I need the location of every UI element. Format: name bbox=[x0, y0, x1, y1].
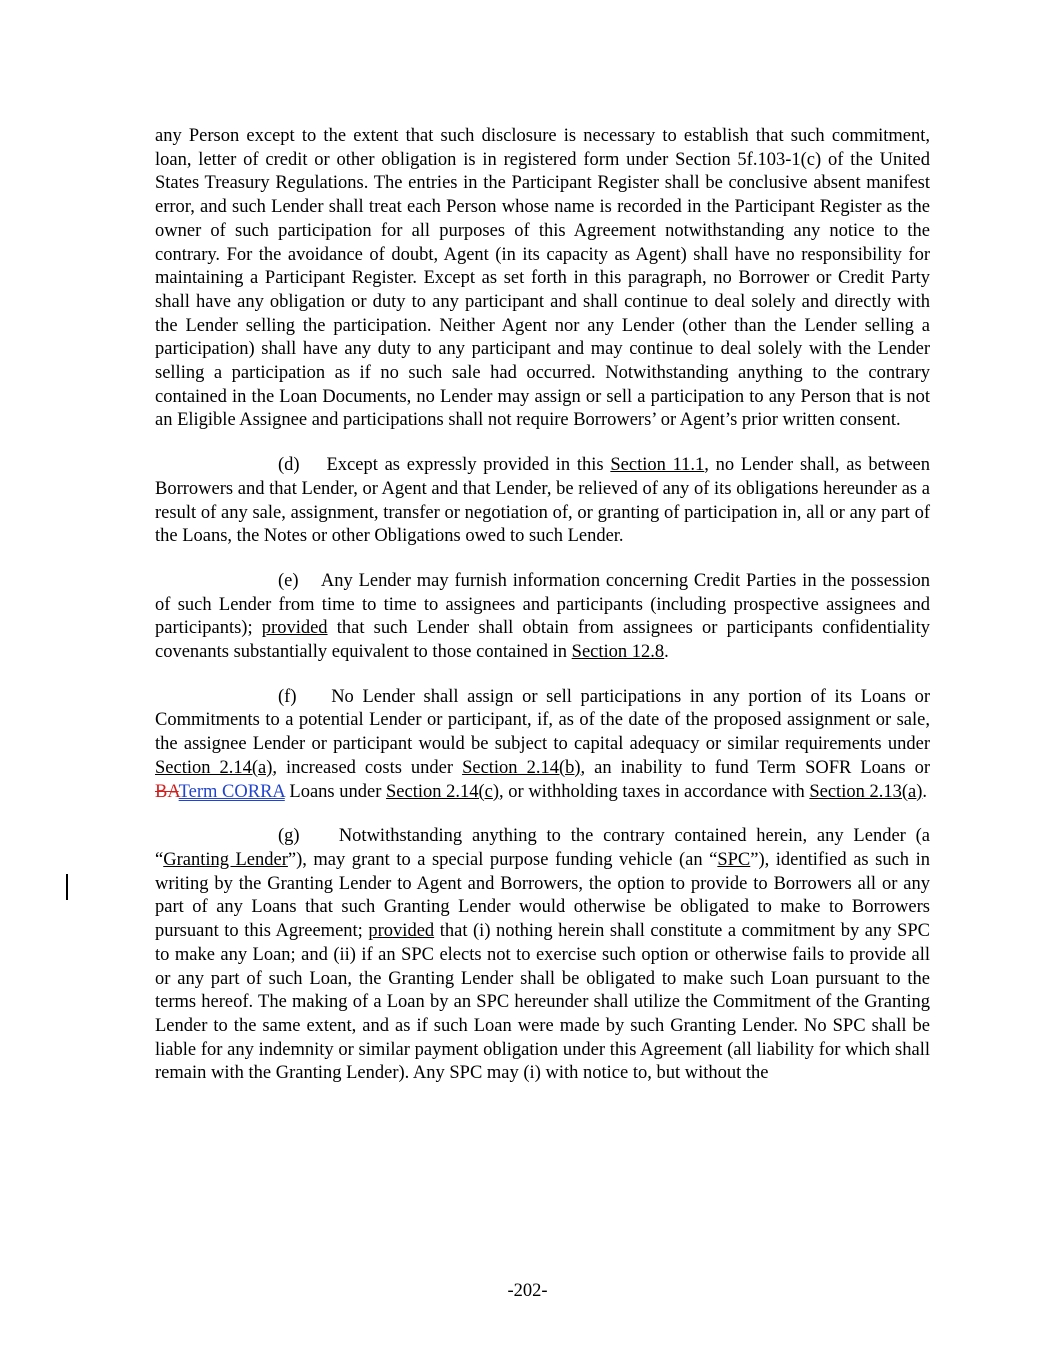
paragraph-f-text-2: , increased costs under bbox=[272, 757, 463, 778]
paragraph-e-label: (e) bbox=[278, 570, 299, 591]
inserted-text-term-corra: Term CORRA bbox=[178, 781, 285, 802]
section-ref-2-14-c: Section 2.14(c) bbox=[386, 781, 500, 802]
paragraph-g-text-2: ”), may grant to a special purpose funding vehicle (an “ bbox=[287, 849, 718, 870]
paragraph-c-text: any Person except to the extent that such disclosure is necessary to establish that such commitment, loan, letter of credit or other obligation is in registered form under Section 5f.103-1(c) of the United States Treasury Regulations. The entries in the Participant Register shall be conclusive absent manifest error, and such Lender shall treat each Person whose name is recorded in the Participant Register as the owner of such participation for all purposes of this Agreement notwithstanding any notice to the contrary. For the avoidance of doubt, Agent (in its capacity as Agent) shall have no responsibility for maintaining a Participant Register. Except as set forth in this paragraph, no Borrower or Credit Party shall have any obligation or duty to any participant and shall continue to deal solely and directly with the Lender selling the participation. Neither Agent nor any Lender (other than the Lender selling a participation) shall have any duty to any participant and may continue to deal solely with the Lender selling a participation as if no such sale had occurred. Notwithstanding anything to the contrary contained in the Loan Documents, no Lender may assign or sell a participation to any Person that is not an Eligible Assignee and participations shall not require Borrowers’ or Agent’s prior written consent. bbox=[155, 126, 930, 431]
document-body bbox=[155, 125, 930, 1107]
provided-term: provided bbox=[368, 921, 435, 942]
section-ref-2-14-a: Section 2.14(a) bbox=[155, 757, 273, 778]
paragraph-g-text-1: Notwithstanding anything to the contrary contained herein, any Lender (a “ bbox=[155, 826, 930, 870]
section-ref-2-14-b: Section 2.14(b) bbox=[462, 757, 581, 778]
defined-term-spc: SPC bbox=[717, 849, 751, 870]
paragraph-e-text-3: . bbox=[664, 642, 669, 663]
paragraph-f-text-5: , or withholding taxes in accordance with bbox=[499, 781, 810, 802]
section-ref-11-1: Section 11.1 bbox=[610, 455, 705, 476]
paragraph-g-text-3: ”), identified as such in writing by the Granting Lender to Agent and Borrowers, the option to provide to Borrowers all or any part of any Loans that such Granting Lender would otherwise be obligated to make to Borrowers pursuant to this Agreement; bbox=[155, 849, 930, 942]
change-bar-marker bbox=[66, 874, 68, 900]
defined-term-granting-lender: Granting Lender bbox=[163, 849, 288, 870]
paragraph-e bbox=[155, 570, 930, 665]
paragraph-f-text-1: No Lender shall assign or sell participations in any portion of its Loans or Commitments to a potential Lender or participant, if, as of the date of the proposed assignment or sale, the assignee Lender or participant would be subject to capital adequacy or similar requirements under bbox=[155, 686, 930, 755]
paragraph-c-continued bbox=[155, 125, 930, 433]
paragraph-d-text-1: Except as expressly provided in this bbox=[326, 455, 611, 476]
paragraph-d-text-2: , no Lender shall, as between Borrowers and that Lender, or Agent and that Lender, be relieved of any of its obligations hereunder as a result of any sale, assignment, transfer or negotiation of, or granting of participation in, all or any part of the Loans, the Notes or other Obligations owed to such Lender. bbox=[155, 455, 931, 547]
provided-term: provided bbox=[261, 618, 328, 639]
paragraph-f-text-6: . bbox=[922, 781, 927, 802]
paragraph-d bbox=[155, 454, 930, 549]
paragraph-e-text-2: that such Lender shall obtain from assignees or participants confidentiality covenants substantially equivalent to those contained in bbox=[155, 618, 930, 663]
paragraph-g-text-4: that (i) nothing herein shall constitute a commitment by any SPC to make any Loan; and (ii) if an SPC elects not to exercise such option or otherwise fails to provide all or any part of such Loan, the Granting Lender shall be obligated to make such Loan pursuant to the terms hereof. The making of a Loan by an SPC hereunder shall utilize the Commitment of the Granting Lender to the same extent, and as if such Loan were made by such Granting Lender. No SPC shall be liable for any indemnity or similar payment obligation under this Agreement (all liability for which shall remain with the Granting Lender). Any SPC may (i) with notice to, but without the bbox=[155, 921, 930, 1084]
section-ref-12-8: Section 12.8 bbox=[571, 642, 665, 663]
page-number: -202- bbox=[507, 1281, 548, 1301]
paragraph-e-text-1: Any Lender may furnish information concerning Credit Parties in the possession of such Lender from time to time to assignees and participants (including prospective assignees and participants); bbox=[155, 570, 930, 639]
paragraph-f-text-4: Loans under bbox=[284, 781, 386, 802]
section-ref-2-13-a: Section 2.13(a) bbox=[809, 781, 923, 802]
paragraph-g-label: (g) bbox=[278, 826, 300, 847]
paragraph-f bbox=[155, 686, 930, 805]
paragraph-d-label: (d) bbox=[278, 455, 300, 476]
paragraph-f-text-3: , an inability to fund Term SOFR Loans or bbox=[580, 757, 930, 778]
paragraph-f-label: (f) bbox=[278, 686, 297, 707]
paragraph-g bbox=[155, 825, 930, 1086]
deleted-text-ba: BA bbox=[155, 781, 179, 802]
